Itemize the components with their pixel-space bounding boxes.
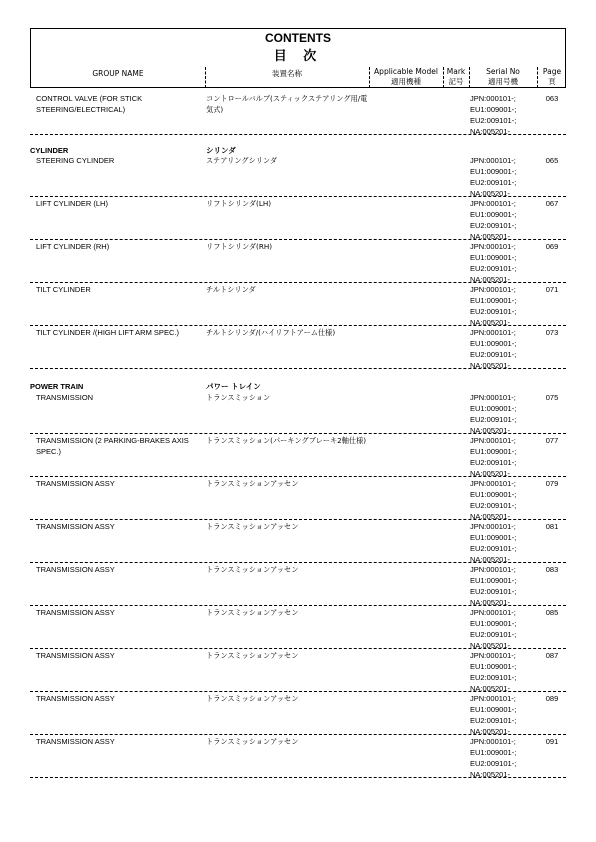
serial-line: JPN:000101-; <box>470 479 516 488</box>
serial-line: EU1:009001-; <box>470 490 517 499</box>
part-name-ja: トランスミッションアッセン <box>206 694 299 703</box>
serial-line: EU1:009001-; <box>470 296 517 305</box>
part-name-ja: トランスミッション <box>206 393 271 402</box>
serial-line: NA:005201- <box>470 727 511 736</box>
table-row[interactable] <box>30 478 566 520</box>
row-divider <box>30 691 566 692</box>
part-name-ja: トランスミッションアッセン <box>206 608 299 617</box>
page-number[interactable]: 079 <box>545 479 559 488</box>
page-number[interactable]: 075 <box>545 393 559 402</box>
serial-line: JPN:000101-; <box>470 156 516 165</box>
serial-line: JPN:000101-; <box>470 94 516 103</box>
page-number[interactable]: 065 <box>545 156 559 165</box>
serial-line: EU2:009101-; <box>470 415 517 424</box>
col-serial-en: Serial No <box>486 67 520 76</box>
page-number[interactable]: 067 <box>545 199 559 208</box>
table-row[interactable] <box>30 93 566 135</box>
serial-line: NA:005201- <box>470 275 511 284</box>
serial-line: EU1:009001-; <box>470 447 517 456</box>
serial-line: JPN:000101-; <box>470 393 516 402</box>
serial-line: EU1:009001-; <box>470 105 517 114</box>
serial-line: EU1:009001-; <box>470 167 517 176</box>
serial-numbers <box>470 607 534 651</box>
serial-line: EU2:009101-; <box>470 307 517 316</box>
table-row[interactable] <box>30 564 566 606</box>
serial-line: EU1:009001-; <box>470 253 517 262</box>
serial-line: EU2:009101-; <box>470 458 517 467</box>
row-divider <box>30 562 566 563</box>
col-applicable-en: Applicable Model <box>374 67 438 76</box>
serial-line: EU2:009101-; <box>470 178 517 187</box>
serial-line: EU2:009101-; <box>470 630 517 639</box>
group-heading-en: POWER TRAIN <box>30 382 84 391</box>
serial-numbers <box>470 435 534 479</box>
table-row[interactable] <box>30 607 566 649</box>
serial-line: EU2:009101-; <box>470 587 517 596</box>
table-row[interactable] <box>30 650 566 692</box>
serial-line: EU1:009001-; <box>470 576 517 585</box>
part-name-en: TRANSMISSION <box>36 393 94 402</box>
page-number[interactable]: 069 <box>545 242 559 251</box>
serial-line: EU1:009001-; <box>470 748 517 757</box>
page-number[interactable]: 063 <box>545 94 559 103</box>
part-name-en: TILT CYLINDER <box>36 285 91 294</box>
serial-line: EU1:009001-; <box>470 533 517 542</box>
col-mark-en: Mark <box>446 67 466 76</box>
part-name-ja: チルトシリンダ/(ハイリフトアーム仕様) <box>206 328 336 337</box>
page-number[interactable]: 081 <box>545 522 559 531</box>
part-name-ja: リフトシリンダ(RH) <box>206 242 273 251</box>
serial-numbers <box>470 93 534 137</box>
serial-line: JPN:000101-; <box>470 608 516 617</box>
serial-line: JPN:000101-; <box>470 522 516 531</box>
serial-line: NA:005201- <box>470 189 511 198</box>
serial-line: EU2:009101-; <box>470 264 517 273</box>
serial-numbers <box>470 155 534 199</box>
part-name-ja: トランスミッションアッセン <box>206 651 299 660</box>
group-heading-ja: シリンダ <box>206 146 236 155</box>
serial-line: JPN:000101-; <box>470 737 516 746</box>
col-group-name: GROUP NAME <box>92 69 144 78</box>
serial-line: JPN:000101-; <box>470 565 516 574</box>
row-divider <box>30 134 566 135</box>
part-name-ja: コントロールバルブ(スティックステアリング用/電気式) <box>206 94 368 114</box>
group-heading-en: CYLINDER <box>30 146 69 155</box>
col-name-ja: 装置名称 <box>272 69 302 78</box>
serial-line: EU1:009001-; <box>470 705 517 714</box>
serial-numbers <box>470 392 534 436</box>
serial-line: NA:005201- <box>470 598 511 607</box>
serial-line: EU2:009101-; <box>470 673 517 682</box>
table-row[interactable] <box>30 284 566 326</box>
part-name-en: TILT CYLINDER /(HIGH LIFT ARM SPEC.) <box>36 328 179 337</box>
serial-line: NA:005201- <box>470 469 511 478</box>
serial-line: EU2:009101-; <box>470 544 517 553</box>
part-name-en: TRANSMISSION ASSY <box>36 522 115 531</box>
serial-line: EU2:009101-; <box>470 116 517 125</box>
serial-numbers <box>470 521 534 565</box>
serial-line: JPN:000101-; <box>470 242 516 251</box>
part-name-ja: トランスミッションアッセン <box>206 565 299 574</box>
serial-numbers <box>470 478 534 522</box>
table-row[interactable] <box>30 392 566 434</box>
row-divider <box>30 239 566 240</box>
serial-line: NA:005201- <box>470 318 511 327</box>
page-number[interactable]: 089 <box>545 694 559 703</box>
row-divider <box>30 777 566 778</box>
serial-line: JPN:000101-; <box>470 436 516 445</box>
serial-line: JPN:000101-; <box>470 328 516 337</box>
table-row[interactable] <box>30 736 566 778</box>
part-name-ja: トランスミッションアッセン <box>206 522 299 531</box>
serial-numbers <box>470 284 534 328</box>
part-name-en: CONTROL VALVE (FOR STICK STEERING/ELECTRICAL) <box>36 94 143 114</box>
row-divider <box>30 282 566 283</box>
serial-line: EU1:009001-; <box>470 619 517 628</box>
group-heading-ja: パワー トレイン <box>206 382 261 391</box>
part-name-en: TRANSMISSION ASSY <box>36 479 115 488</box>
part-name-en: LIFT CYLINDER (LH) <box>36 199 108 208</box>
row-divider <box>30 476 566 477</box>
serial-line: NA:005201- <box>470 127 511 136</box>
part-name-ja: トランスミッションアッセン <box>206 479 299 488</box>
page-number[interactable]: 083 <box>545 565 559 574</box>
serial-line: NA:005201- <box>470 770 511 779</box>
serial-line: NA:005201- <box>470 361 511 370</box>
serial-line: EU1:009001-; <box>470 662 517 671</box>
serial-numbers <box>470 198 534 242</box>
serial-numbers <box>470 736 534 780</box>
serial-line: NA:005201- <box>470 684 511 693</box>
part-name-ja: ステアリングシリンダ <box>206 156 278 165</box>
serial-line: EU1:009001-; <box>470 210 517 219</box>
col-mark-ja: 記号 <box>448 77 464 86</box>
serial-line: EU2:009101-; <box>470 350 517 359</box>
page-number[interactable]: 077 <box>545 436 559 445</box>
page-number[interactable]: 085 <box>545 608 559 617</box>
serial-line: NA:005201- <box>470 232 511 241</box>
serial-line: JPN:000101-; <box>470 199 516 208</box>
serial-line: EU2:009101-; <box>470 759 517 768</box>
serial-line: NA:005201- <box>470 426 511 435</box>
serial-line: EU2:009101-; <box>470 716 517 725</box>
part-name-ja: チルトシリンダ <box>206 285 256 294</box>
serial-numbers <box>470 693 534 737</box>
page-number[interactable]: 087 <box>545 651 559 660</box>
part-name-en: TRANSMISSION (2 PARKING-BRAKES AXIS SPEC.) <box>36 436 189 456</box>
title-japanese: 目 次 <box>273 49 323 64</box>
part-name-ja: リフトシリンダ(LH) <box>206 199 272 208</box>
serial-line: EU1:009001-; <box>470 339 517 348</box>
part-name-en: TRANSMISSION ASSY <box>36 737 115 746</box>
row-divider <box>30 519 566 520</box>
row-divider <box>30 368 566 369</box>
serial-numbers <box>470 327 534 371</box>
part-name-en: TRANSMISSION ASSY <box>36 651 115 660</box>
title-english: CONTENTS <box>265 31 331 45</box>
row-divider <box>30 433 566 434</box>
serial-line: JPN:000101-; <box>470 694 516 703</box>
page-number[interactable]: 071 <box>545 285 559 294</box>
part-name-en: TRANSMISSION ASSY <box>36 608 115 617</box>
table-row[interactable] <box>30 198 566 240</box>
part-name-en: LIFT CYLINDER (RH) <box>36 242 110 251</box>
table-row[interactable] <box>30 521 566 563</box>
serial-numbers <box>470 650 534 694</box>
row-divider <box>30 734 566 735</box>
part-name-en: TRANSMISSION ASSY <box>36 565 115 574</box>
page-number[interactable]: 073 <box>545 328 559 337</box>
serial-line: EU2:009101-; <box>470 221 517 230</box>
row-divider <box>30 605 566 606</box>
row-divider <box>30 648 566 649</box>
table-row[interactable] <box>30 241 566 283</box>
col-page-en: Page <box>542 67 562 76</box>
row-divider <box>30 325 566 326</box>
part-name-ja: トランスミッションアッセン <box>206 737 299 746</box>
table-row[interactable] <box>30 693 566 735</box>
serial-line: JPN:000101-; <box>470 651 516 660</box>
serial-line: NA:005201- <box>470 555 511 564</box>
part-name-en: STEERING CYLINDER <box>36 156 115 165</box>
part-name-en: TRANSMISSION ASSY <box>36 694 115 703</box>
table-row[interactable] <box>30 327 566 369</box>
serial-numbers <box>470 241 534 285</box>
serial-line: JPN:000101-; <box>470 285 516 294</box>
serial-line: NA:005201- <box>470 641 511 650</box>
row-divider <box>30 196 566 197</box>
page-number[interactable]: 091 <box>545 737 559 746</box>
part-name-ja: トランスミッション(パーキングブレーキ2軸仕様) <box>206 436 367 445</box>
col-applicable-ja: 適用機種 <box>391 77 421 86</box>
serial-line: EU1:009001-; <box>470 404 517 413</box>
col-serial-ja: 適用号機 <box>488 77 518 86</box>
serial-line: EU2:009101-; <box>470 501 517 510</box>
serial-numbers <box>470 564 534 608</box>
table-row[interactable] <box>30 155 566 197</box>
col-page-ja: 頁 <box>548 77 556 86</box>
table-row[interactable] <box>30 435 566 477</box>
serial-line: NA:005201- <box>470 512 511 521</box>
